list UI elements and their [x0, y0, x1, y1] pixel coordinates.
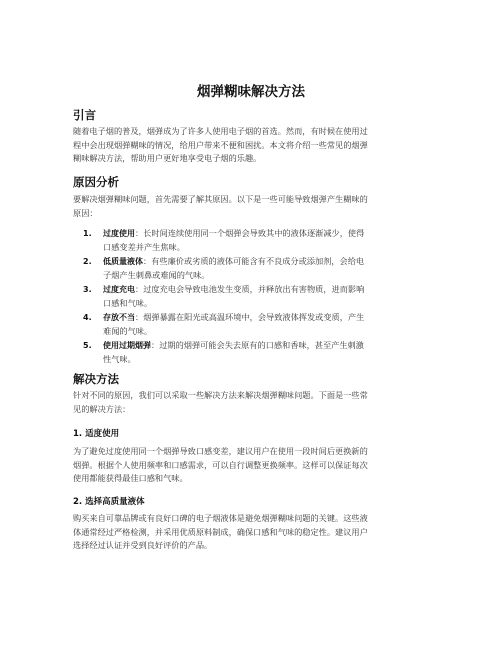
list-text: 口感变差并产生焦味。 [103, 241, 185, 252]
list-number: 5. [83, 341, 92, 350]
solution-2-heading: 2. 选择高质量液体 [73, 497, 145, 507]
list-text: ：过度充电会导致电池发生变质，并释放出有害物质，进而影响 [135, 284, 365, 294]
list-term: 过度充电 [103, 285, 135, 294]
solution-1-line: 烟弹。根据个人使用频率和口感需求，可以自行调整更换频率。这样可以保证每次 [73, 459, 368, 470]
list-text: 难闻的气味。 [103, 325, 153, 336]
list-text: 口感和气味。 [103, 297, 153, 308]
solution-1-line: 使用都能获得最佳口感和气味。 [73, 473, 188, 483]
list-term: 过度使用 [103, 229, 135, 238]
list-text: ：过期的烟弹可能会失去原有的口感和香味，甚至产生刺激 [151, 340, 364, 350]
list-term: 低质量液体 [103, 257, 143, 266]
solutions-heading: 解决方法 [73, 372, 119, 386]
solution-1-line: 为了避免过度使用同一个烟弹导致口感变差，建议用户在使用一段时间后更换新的 [73, 446, 368, 456]
solution-2-paragraph [73, 512, 429, 553]
solution-2-line: 选择经过认证并受到良好评价的产品。 [73, 540, 213, 550]
list-number: 3. [83, 285, 92, 294]
intro-heading: 引言 [73, 108, 96, 122]
list-number: 1. [83, 229, 92, 238]
list-text: 性气味。 [103, 353, 136, 364]
causes-line: 原因： [73, 207, 98, 218]
solutions-line: 针对不同的原因，我们可以采取一些解决方法来解决烟弹糊味问题。下面是一些常 [73, 390, 368, 400]
list-text: ：烟弹暴露在阳光或高温环境中，会导致液体挥发或变质，产生 [135, 312, 365, 322]
list-text: ：有些廉价或劣质的液体可能含有不良成分或添加剂，会给电 [143, 256, 365, 266]
intro-line: 糊味解决方法，帮助用户更好地享受电子烟的乐趣。 [73, 153, 262, 163]
list-number: 2. [83, 257, 92, 266]
list-number: 4. [83, 313, 92, 322]
solutions-line: 见的解决方法： [73, 403, 131, 414]
solution-2-line: 体通常经过严格检测，并采用优质原料制成，确保口感和气味的稳定性。建议用户 [73, 526, 368, 537]
document-title: 烟弹糊味解决方法 [197, 84, 305, 100]
list-text: 子烟产生刺鼻或难闻的气味。 [103, 269, 210, 280]
intro-paragraph [73, 125, 429, 166]
list-term: 存放不当 [103, 313, 135, 322]
list-text: ：长时间连续使用同一个烟弹会导致其中的液体逐渐减少，使得 [135, 228, 365, 238]
solutions-paragraph [73, 389, 429, 416]
causes-heading: 原因分析 [73, 175, 119, 189]
intro-line: 程中会出现烟弹糊味的情况，给用户带来不便和困扰。本文将介绍一些常见的烟弹 [73, 139, 368, 150]
solution-1-paragraph [73, 445, 429, 486]
intro-line: 随着电子烟的普及，烟弹成为了许多人使用电子烟的首选。然而，有时候在使用过 [73, 126, 368, 136]
causes-paragraph [73, 193, 429, 220]
solution-1-heading: 1. 适度使用 [73, 429, 120, 439]
list-term: 使用过期烟弹 [103, 341, 151, 350]
solution-2-line: 购买来自可靠品牌或有良好口碑的电子烟液体是避免烟弹糊味问题的关键。这些液 [73, 513, 368, 523]
causes-line: 要解决烟弹糊味问题，首先需要了解其原因。以下是一些可能导致烟弹产生糊味的 [73, 194, 368, 204]
